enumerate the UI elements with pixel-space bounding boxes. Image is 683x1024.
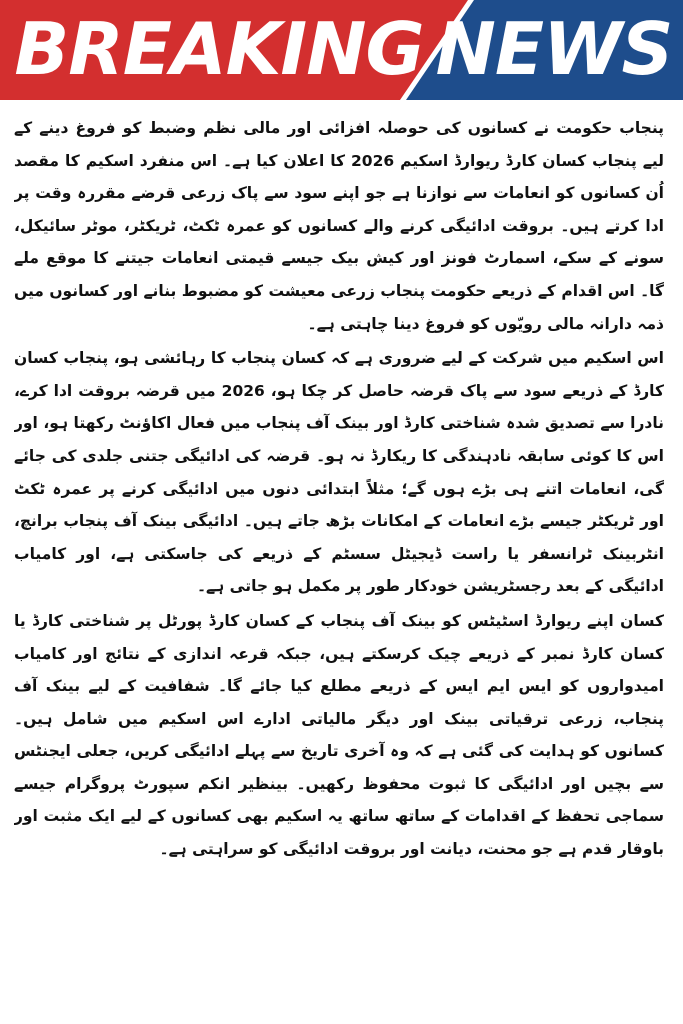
article-paragraph: اس اسکیم میں شرکت کے لیے ضروری ہے کہ کسان پنجاب کا رہائشی ہو، پنجاب کسان کارڈ کے ذریعے سود سے پاک قرضہ حاصل کر چکا ہو، 2026 میں قرضہ بروقت ادا کرے، نادرا سے تصدیق شدہ شناختی کارڈ اور بینک آف پنجاب میں فعال اکاؤنٹ رکھتا ہو، اور اس کا کوئی سابقہ نادہندگی کا ریکارڈ نہ ہو۔ قرضہ کی ادائیگی جتنی جلدی کی جائے گی، انعامات اتنے ہی بڑے ہوں گے؛ مثلاً ابتدائی دنوں میں ادائیگی کرنے پر عمرہ ٹکٹ اور ٹریکٹر جیسے بڑے انعامات کے امکانات بڑھ جاتے ہیں۔ ادائیگی بینک آف پنجاب برانچ، انٹربینک ٹرانسفر یا راست ڈیجیٹل سسٹم کے ذریعے کی جاسکتی ہے، اور کامیاب ادائیگی کے بعد رجسٹریشن خودکار طور پر مکمل ہو جاتی ہے۔ <box>14 349 664 596</box>
banner-word-breaking: BREAKING <box>14 7 424 91</box>
article-body <box>14 112 664 1018</box>
banner-word-news: NEWS <box>435 7 673 91</box>
article-paragraph: کسان اپنے ریوارڈ اسٹیٹس کو بینک آف پنجاب کے کسان کارڈ پورٹل پر شناختی کارڈ یا کسان کارڈ نمبر کے ذریعے چیک کرسکتے ہیں، جبکہ قرعہ اندازی کے نتائج اور کامیاب امیدواروں کو ایس ایم ایس کے ذریعے مطلع کیا جائے گا۔ شفافیت کے لیے بینک آف پنجاب، زرعی ترقیاتی بینک اور دیگر مالیاتی ادارے اس اسکیم میں شامل ہیں۔ کسانوں کو ہدایت کی گئی ہے کہ وہ آخری تاریخ سے پہلے ادائیگی کریں، جعلی ایجنٹس سے بچیں اور ادائیگی کا ثبوت محفوظ رکھیں۔ بینظیر انکم سپورٹ پروگرام جیسے سماجی تحفظ کے اقدامات کے ساتھ ساتھ یہ اسکیم بھی کسانوں کے لیے ایک مثبت اور باوقار قدم ہے جو محنت، دیانت اور بروقت ادائیگی کو سراہتی ہے۔ <box>14 611 664 859</box>
article-paragraph: پنجاب حکومت نے کسانوں کی حوصلہ افزائی اور مالی نظم وضبط کو فروغ دینے کے لیے پنجاب کسان کارڈ ریوارڈ اسکیم 2026 کا اعلان کیا ہے۔ اس منفرد اسکیم کا مقصد اُن کسانوں کو انعامات سے نوازنا ہے جو اپنے سود سے پاک زرعی قرضے مقررہ وقت پر ادا کرتے ہیں۔ بروقت ادائیگی کرنے والے کسانوں کو عمرہ ٹکٹ، ٹریکٹر، موٹر سائیکل، سونے کے سکے، اسمارٹ فونز اور کیش بیک جیسے قیمتی انعامات جیتنے کا موقع ملے گا۔ اس اقدام کے ذریعے حکومت پنجاب زرعی معیشت کو مضبوط بنانے اور کسانوں میں ذمہ دارانہ مالی رویّوں کو فروغ دینا چاہتی ہے۔ <box>14 119 664 333</box>
breaking-news-banner <box>0 0 683 100</box>
